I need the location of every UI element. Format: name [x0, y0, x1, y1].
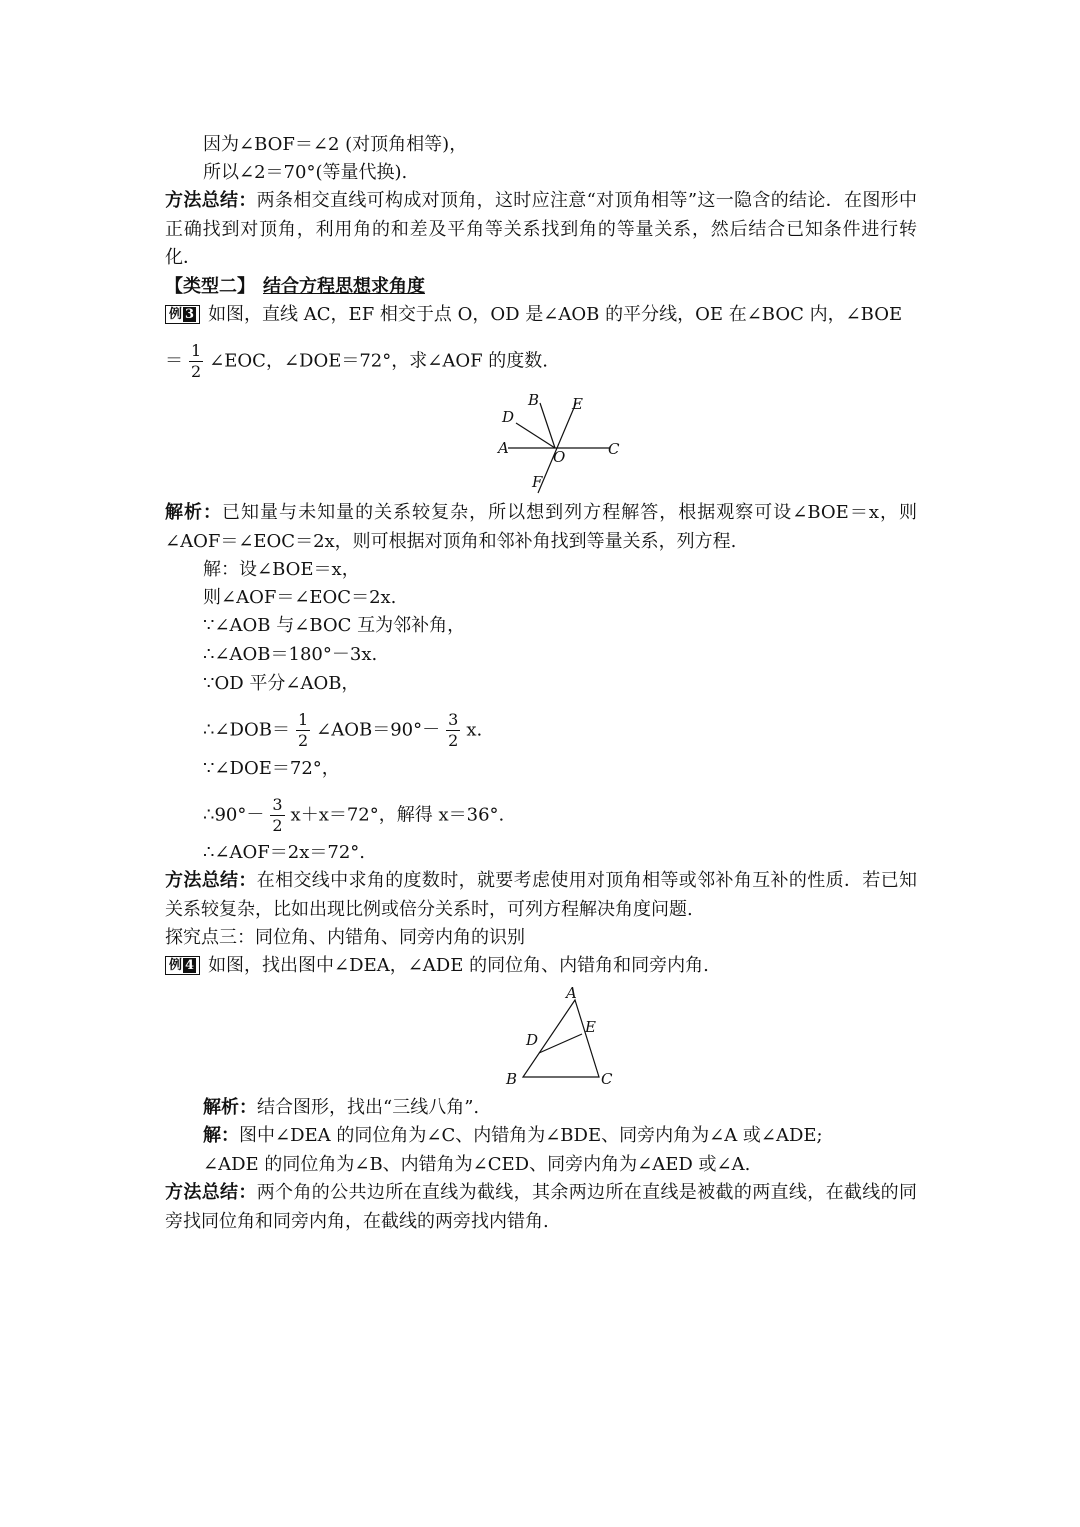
label-a: A — [498, 439, 509, 457]
label-f: F — [532, 473, 543, 491]
intro-line-1: 因为∠BOF＝∠2 (对顶角相等)， — [203, 134, 468, 155]
example-4-text: 如图，找出图中∠DEA，∠ADE 的同位角、内错角和同旁内角. — [208, 955, 709, 976]
type-heading — [165, 274, 425, 300]
label-o: O — [553, 448, 566, 466]
method-summary-1 — [165, 187, 917, 273]
solution-step-6: ∴∠DOB＝ $\frac{1}{2}$ ∠AOB＝90°－ $\frac{3}{2}$ x. — [203, 710, 483, 750]
label-c: C — [601, 1070, 613, 1088]
solution-step-2: 则∠AOF＝∠EOC＝2x. — [203, 587, 397, 608]
example-4 — [165, 953, 709, 979]
label-e: E — [585, 1018, 596, 1036]
type-title: 结合方程思想求角度 — [263, 276, 425, 297]
solution-step-7: ∵∠DOE＝72°， — [203, 758, 340, 779]
intro-line-2: 所以∠2＝70°(等量代换). — [203, 162, 408, 183]
label-b: B — [528, 391, 540, 409]
method-summary-3 — [165, 1179, 917, 1236]
label-e: E — [572, 395, 583, 413]
fraction: $\frac{1}{2}$ — [297, 710, 309, 750]
summary-label: 方法总结： — [165, 190, 257, 211]
label-d: D — [502, 408, 515, 426]
solution-step-1: 解：设∠BOE＝x， — [203, 559, 360, 580]
label-b: B — [506, 1070, 518, 1088]
ray-ob — [540, 403, 555, 448]
solution-step-8: ∴90°－ $\frac{3}{2}$ x＋x＝72°，解得 x＝36°. — [203, 795, 505, 835]
solution-step-3: ∵∠AOB 与∠BOC 互为邻补角， — [203, 615, 466, 636]
solution-step-4: ∴∠AOB＝180°－3x. — [203, 644, 378, 665]
ray-od — [516, 423, 555, 448]
fraction: $\frac{1}{2}$ — [191, 341, 202, 381]
explore-point-3: 探究点三：同位角、内错角、同旁内角的识别 — [165, 927, 525, 948]
summary-label: 方法总结： — [165, 1182, 257, 1203]
example-3-text: 如图，直线 AC，EF 相交于点 O，OD 是∠AOB 的平分线，OE 在∠BOC 内，∠BOE — [208, 304, 903, 325]
analysis-label: 解析： — [203, 1097, 257, 1118]
solution-step-5: ∵OD 平分∠AOB， — [203, 673, 360, 694]
method-summary-2 — [165, 867, 917, 924]
example-badge: 例 4 — [165, 956, 200, 975]
solution-step-9: ∴∠AOF＝2x＝72°. — [203, 842, 366, 863]
solution-label: 解： — [203, 1125, 239, 1146]
analysis-label: 解析： — [165, 502, 223, 523]
example-3-line-1 — [165, 302, 902, 328]
example-badge: 例 3 — [165, 305, 200, 324]
analysis-text: 已知量与未知量的关系较复杂，所以想到列方程解答，根据观察可设∠BOE＝x，则∠AOF＝∠EOC＝2x，则可根据对顶角和邻补角找到等量关系，列方程. — [165, 502, 917, 552]
intersecting-lines-figure — [490, 385, 630, 495]
analysis-3 — [165, 499, 917, 556]
summary-text: 两个角的公共边所在直线为截线，其余两边所在直线是被截的两直线，在截线的同旁找同位角和同旁内角，在截线的两旁找内错角. — [165, 1182, 917, 1232]
summary-text: 两条相交直线可构成对顶角，这时应注意“对顶角相等”这一隐含的结论．在图形中正确找到对顶角，利用角的和差及平角等关系找到角的等量关系，然后结合已知条件进行转化． — [165, 190, 918, 268]
example-3-line-2: ＝ $\frac{1}{2}$ ∠EOC，∠DOE＝72°，求∠AOF 的度数. — [165, 341, 549, 381]
solution-4-line-1: 解：图中∠DEA 的同位角为∠C、内错角为∠BDE、同旁内角为∠A 或∠ADE; — [203, 1125, 823, 1146]
triangle-figure — [495, 982, 625, 1092]
summary-label: 方法总结： — [165, 870, 257, 891]
label-a: A — [566, 984, 577, 1002]
analysis-4 — [203, 1095, 479, 1121]
type-bracket: 【类型二】 — [165, 276, 255, 297]
fraction: $\frac{3}{2}$ — [272, 795, 283, 835]
label-c: C — [608, 440, 620, 458]
label-d: D — [526, 1031, 539, 1049]
analysis-text: 结合图形，找出“三线八角”. — [257, 1097, 480, 1118]
summary-text: 在相交线中求角的度数时，就要考虑使用对顶角相等或邻补角互补的性质．若已知关系较复杂，比如出现比例或倍分关系时，可列方程解决角度问题. — [165, 870, 917, 920]
fraction: $\frac{3}{2}$ — [448, 710, 459, 750]
solution-4-line-2: ∠ADE 的同位角为∠B、内错角为∠CED、同旁内角为∠AED 或∠A. — [203, 1154, 751, 1175]
